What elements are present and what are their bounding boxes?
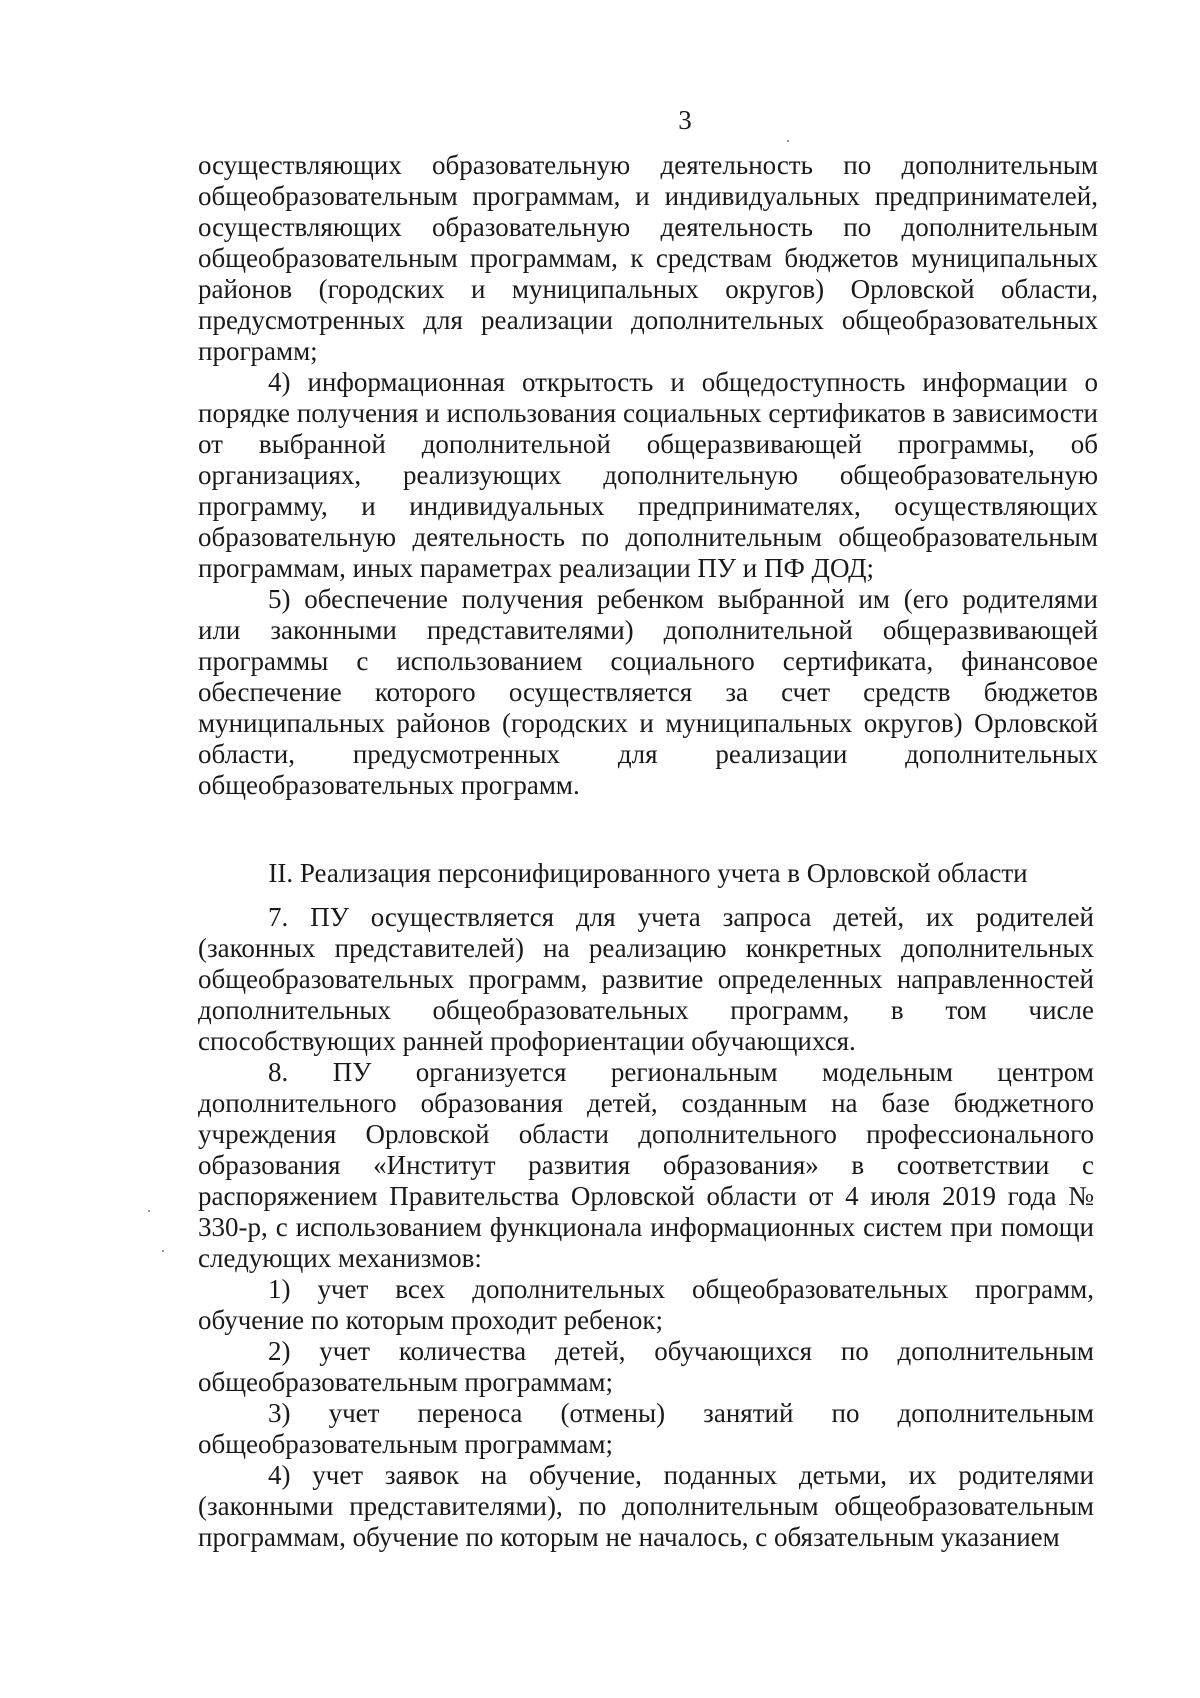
section-heading: II. Реализация персонифицированного учета в Орловской области	[268, 858, 1028, 888]
page-number: 3	[678, 105, 692, 135]
list-item-4: 4) учет заявок на обучение, поданных детьми, их родителями (законными представителями), по дополнительным общеобразовательным программам, обучение по которым не началось, с обязательным указанием	[198, 1460, 1094, 1552]
top-text-block	[198, 150, 1098, 801]
scan-speck	[162, 1250, 164, 1252]
paragraph-8: 8. ПУ организуется региональным модельным центром дополнительного образования детей, созданным на базе бюджетного учреждения Орловской области дополнительного профессионального образования «Институт развития образования» в соответствии с распоряжением Правительства Орловской области от 4 июля 2019 года № 330-р, с использованием функционала информационных систем при помощи следующих механизмов:	[198, 1057, 1094, 1273]
list-item-1: 1) учет всех дополнительных общеобразовательных программ, обучение по которым проходит ребенок;	[198, 1274, 1094, 1335]
paragraph-7: 7. ПУ осуществляется для учета запроса детей, их родителей (законных представителей) на реализацию конкретных дополнительных общеобразовательных программ, развитие определенных направленностей дополнительных общеобразовательных программ, в том числе способствующих ранней профориентации обучающихся.	[198, 902, 1094, 1056]
paragraph-item-4: 4) информационная открытость и общедоступность информации о порядке получения и использования социальных сертификатов в зависимости от выбранной дополнительной общеразвивающей программы, об организациях, реализующих дополнительную общеобразовательную программу, и индивидуальных предпринимателях, осуществляющих образовательную деятельность по дополнительным общеобразовательным программам, иных параметрах реализации ПУ и ПФ ДОД;	[198, 367, 1098, 583]
list-item-2: 2) учет количества детей, обучающихся по дополнительным общеобразовательным программам;	[198, 1336, 1094, 1397]
scan-speck	[787, 140, 789, 142]
list-item-3: 3) учет переноса (отмены) занятий по дополнительным общеобразовательным программам;	[198, 1398, 1094, 1459]
paragraph-continuation: осуществляющих образовательную деятельность по дополнительным общеобразовательным программам, и индивидуальных предпринимателей, осуществляющих образовательную деятельность по дополнительным общеобразовательным программам, к средствам бюджетов муниципальных районов (городских и муниципальных округов) Орловской области, предусмотренных для реализации дополнительных общеобразовательных программ;	[198, 150, 1098, 366]
paragraph-item-5: 5) обеспечение получения ребенком выбранной им (его родителями или законными представителями) дополнительной общеразвивающей программы с использованием социального сертификата, финансовое обеспечение которого осуществляется за счет средств бюджетов муниципальных районов (городских и муниципальных округов) Орловской области, предусмотренных для реализации дополнительных общеобразовательных программ.	[198, 584, 1098, 800]
bottom-text-block	[198, 902, 1094, 1553]
scan-speck	[148, 1210, 150, 1212]
